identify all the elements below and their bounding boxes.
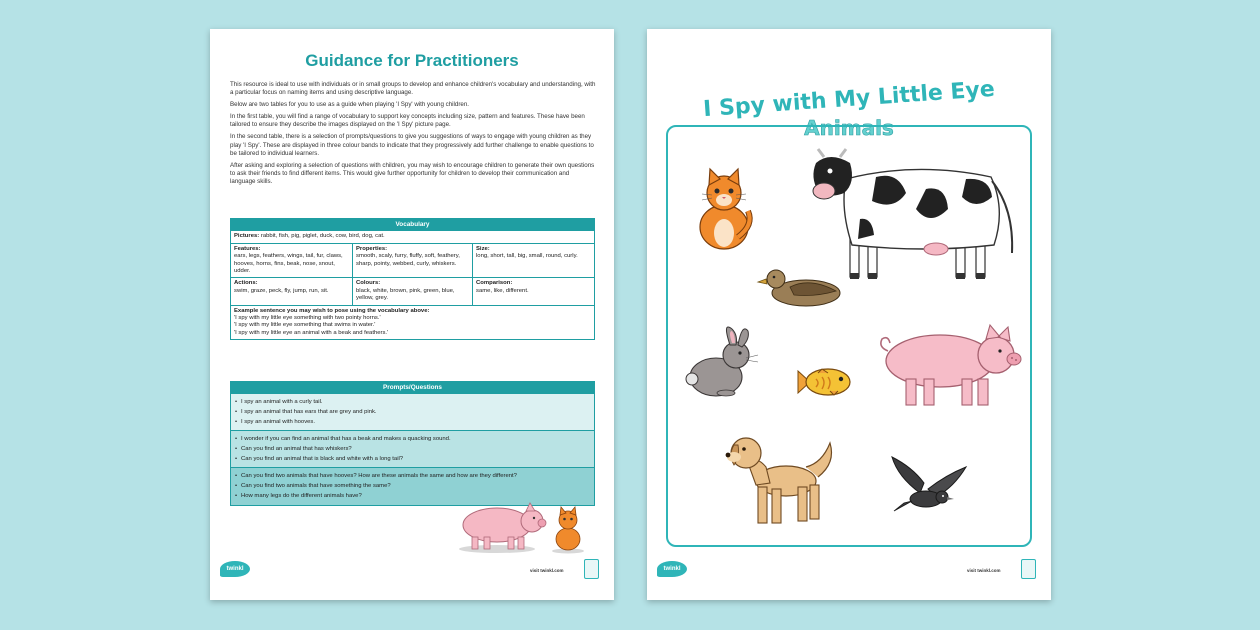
- cat-illustration: [550, 505, 586, 553]
- footer-url: visit twinkl.com: [967, 568, 1001, 573]
- fish-illustration: [796, 365, 854, 399]
- guidance-page: [210, 29, 614, 600]
- dog-illustration: [722, 433, 840, 529]
- intro-paragraph: In the first table, you will find a range of vocabulary to support key concepts including size, pattern and features. These have been tailored to ensure they describe the images displayed on the 'I Spy' picture page.: [230, 113, 585, 129]
- prompt-item: • Can you find two animals that have something the same?: [235, 481, 590, 491]
- bird-illustration: [890, 453, 968, 523]
- twinkl-logo: twinkl: [657, 561, 687, 577]
- picture-page: [647, 29, 1051, 600]
- size-cell: Size: long, short, tall, big, small, round, curly.: [473, 243, 595, 278]
- example-cell: Example sentence you may wish to pose using the vocabulary above: 'I spy with my little eye something with two pointy horns.' 'I spy with my little eye something that swims in water.' 'I spy with my little eye an animal with a beak and feathers.': [231, 305, 595, 340]
- prompts-table: [230, 381, 595, 506]
- prompt-band-2: [231, 430, 594, 467]
- cat-illustration: [688, 167, 760, 251]
- footer-url: visit twinkl.com: [530, 568, 564, 573]
- pictures-cell: Pictures: rabbit, fish, pig, piglet, duck, cow, bird, dog, cat.: [231, 231, 595, 243]
- pig-illustration: [874, 319, 1024, 411]
- actions-cell: Actions: swim, graze, peck, fly, jump, run, sit.: [231, 278, 353, 305]
- prompt-band-1: [231, 393, 594, 430]
- colours-cell: Colours: black, white, brown, pink, green, blue, yellow, grey.: [353, 278, 473, 305]
- prompt-item: • Can you find an animal that is black and white with a long tail?: [235, 454, 590, 464]
- comparison-cell: Comparison: same, like, different.: [473, 278, 595, 305]
- vocabulary-table: [230, 218, 595, 340]
- duck-illustration: [760, 265, 844, 311]
- prompt-item: • Can you find two animals that have hooves? How are these animals the same and how are they different?: [235, 471, 590, 481]
- cow-illustration: [806, 149, 1024, 281]
- intro-paragraph: After asking and exploring a selection of questions with children, you may wish to encourage children to generate their own questions to ask their friends to find different items. This would give further opportunity for children to develop their communication and language skills.: [230, 161, 595, 185]
- intro-paragraph: In the second table, there is a selection of prompts/questions to give you suggestions of ways to engage with young children as they play 'I Spy'. These are displayed in three colour bands to indicate that they progressively add further challenge to enable questions to be tailored to individual learners.: [230, 133, 594, 157]
- prompt-item: • How many legs do the different animals have?: [235, 491, 590, 501]
- prompt-item: • I wonder if you can find an animal that has a beak and makes a quacking sound.: [235, 434, 590, 444]
- prompt-item: • I spy an animal with a curly tail.: [235, 397, 590, 407]
- footer-badge-icon: [1021, 559, 1036, 579]
- intro-paragraph: Below are two tables for you to use as a guide when playing 'I Spy' with young children.: [230, 101, 470, 109]
- features-cell: Features: ears, legs, feathers, wings, tail, fur, claws, hooves, horns, fins, beak, nose, snout, udder.: [231, 243, 353, 278]
- prompts-heading: Prompts/Questions: [231, 382, 594, 393]
- pig-illustration: [452, 495, 552, 555]
- properties-cell: Properties: smooth, scaly, furry, fluffy, soft, feathery, sharp, pointy, webbed, curly, whiskers.: [353, 243, 473, 278]
- prompt-item: • Can you find an animal that has whiskers?: [235, 444, 590, 454]
- rabbit-illustration: [682, 327, 764, 399]
- intro-paragraph: This resource is ideal to use with individuals or in small groups to develop and enhance children's vocabulary and understanding, with a particular focus on naming items and using descriptive language.: [230, 81, 596, 97]
- animal-picture-frame: [666, 125, 1032, 547]
- footer-badge-icon: [584, 559, 599, 579]
- page-title: I Spy with My Little Eye: [702, 76, 996, 123]
- intro-text: [230, 81, 596, 190]
- twinkl-logo: twinkl: [220, 561, 250, 577]
- prompt-item: • I spy an animal with hooves.: [235, 417, 590, 427]
- page-subtitle: Animals: [804, 116, 894, 140]
- prompt-item: • I spy an animal that has ears that are grey and pink.: [235, 407, 590, 417]
- vocabulary-heading: Vocabulary: [231, 219, 595, 231]
- page-title: Guidance for Practitioners: [305, 51, 519, 70]
